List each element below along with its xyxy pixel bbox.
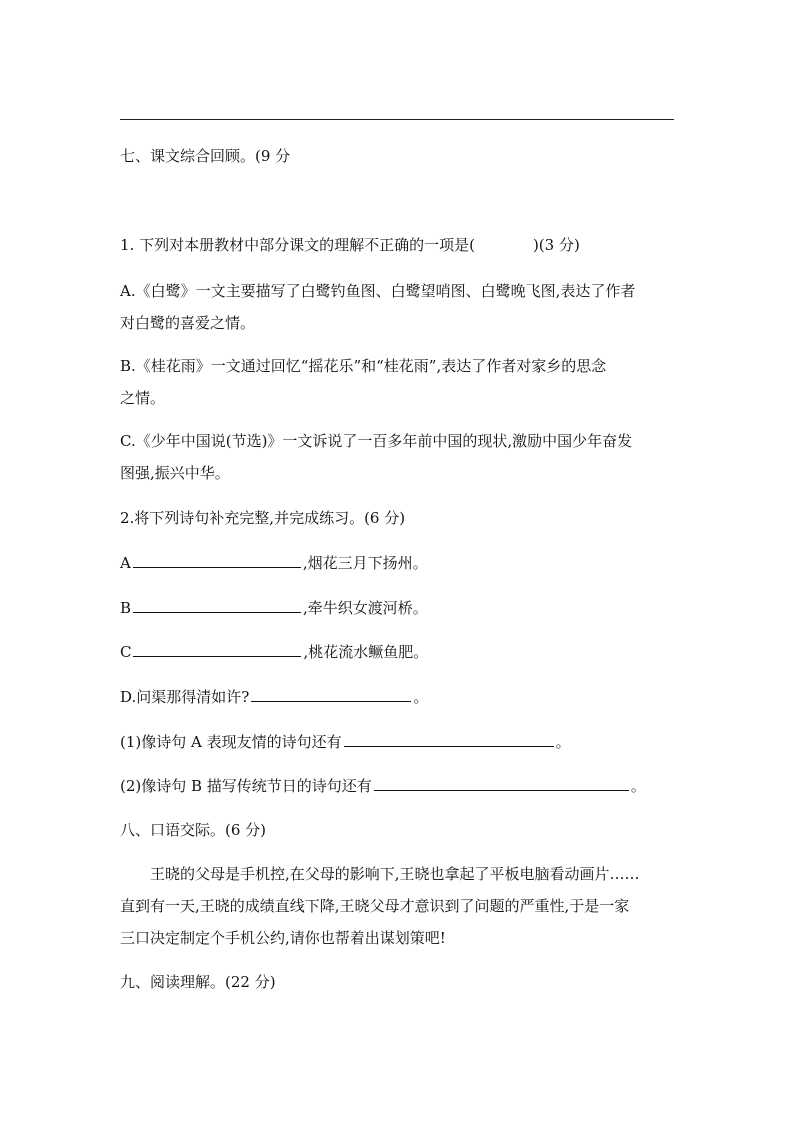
section-8-paragraph-line1: 王晓的父母是手机控,在父母的影响下,王晓也拿起了平板电脑看动画片……	[150, 865, 640, 883]
q1-option-a-line1: A.《白鹭》一文主要描写了白鹭钓鱼图、白鹭望哨图、白鹭晚飞图,表达了作者	[120, 282, 636, 300]
q2-sub2-tail: 。	[630, 777, 646, 795]
q2-sub1-head: (1)像诗句 A 表现友情的诗句还有	[120, 733, 342, 751]
section-7-title: 七、课文综合回顾。(9 分	[120, 147, 291, 165]
q1-option-c-line1: C.《少年中国说(节选)》一文诉说了一百多年前中国的现状,激励中国少年奋发	[120, 432, 633, 450]
q2-sub1	[120, 731, 571, 752]
q2-stem: 2.将下列诗句补充完整,并完成练习。(6 分)	[120, 509, 406, 527]
q1-option-c-line2: 图强,振兴中华。	[120, 464, 230, 482]
q1-option-b-line2: 之情。	[120, 389, 166, 407]
q2-c-tail: ,桃花流水鳜鱼肥。	[303, 643, 429, 661]
q1-stem-after: )(3 分)	[532, 236, 580, 254]
q2-c-blank[interactable]	[133, 641, 301, 657]
q1-option-a-line2: 对白鹭的喜爱之情。	[120, 314, 256, 332]
q2-sub2-head: (2)像诗句 B 描写传统节日的诗句还有	[120, 777, 372, 795]
q1-stem	[120, 235, 580, 255]
q2-b-label: B	[120, 599, 132, 617]
section-8-paragraph-line3: 三口决定制定个手机公约,请你也帮着出谋划策吧!	[120, 929, 446, 947]
q2-d-head: D.问渠那得清如许?	[120, 688, 250, 706]
q2-a-tail: ,烟花三月下扬州。	[302, 554, 428, 572]
q2-line-a	[120, 552, 428, 573]
section-8-paragraph-line2: 直到有一天,王晓的成绩直线下降,王晓父母才意识到了问题的严重性,于是一家	[120, 897, 630, 915]
section-8-title: 八、口语交际。(6 分)	[120, 821, 267, 839]
q2-sub2-blank[interactable]	[374, 775, 629, 791]
q2-a-label: A	[120, 554, 131, 572]
q2-a-blank[interactable]	[133, 552, 301, 568]
q2-sub1-blank[interactable]	[344, 731, 554, 747]
q1-option-b-line1: B.《桂花雨》一文通过回忆“摇花乐”和“桂花雨”,表达了作者对家乡的思念	[120, 357, 607, 375]
q1-stem-before: 1. 下列对本册教材中部分课文的理解不正确的一项是(	[120, 236, 475, 254]
header-rule	[120, 119, 674, 120]
q2-line-b	[120, 597, 428, 618]
q2-line-c	[120, 641, 428, 662]
q2-d-tail: 。	[413, 688, 429, 706]
section-9-title: 九、阅读理解。(22 分)	[120, 973, 276, 991]
q2-sub1-tail: 。	[555, 733, 571, 751]
q2-line-d	[120, 686, 428, 707]
q2-c-label: C	[120, 643, 132, 661]
q2-b-blank[interactable]	[133, 597, 301, 613]
q2-sub2	[120, 775, 646, 796]
q2-d-blank[interactable]	[251, 686, 411, 702]
q2-b-tail: ,牵牛织女渡河桥。	[303, 599, 428, 617]
